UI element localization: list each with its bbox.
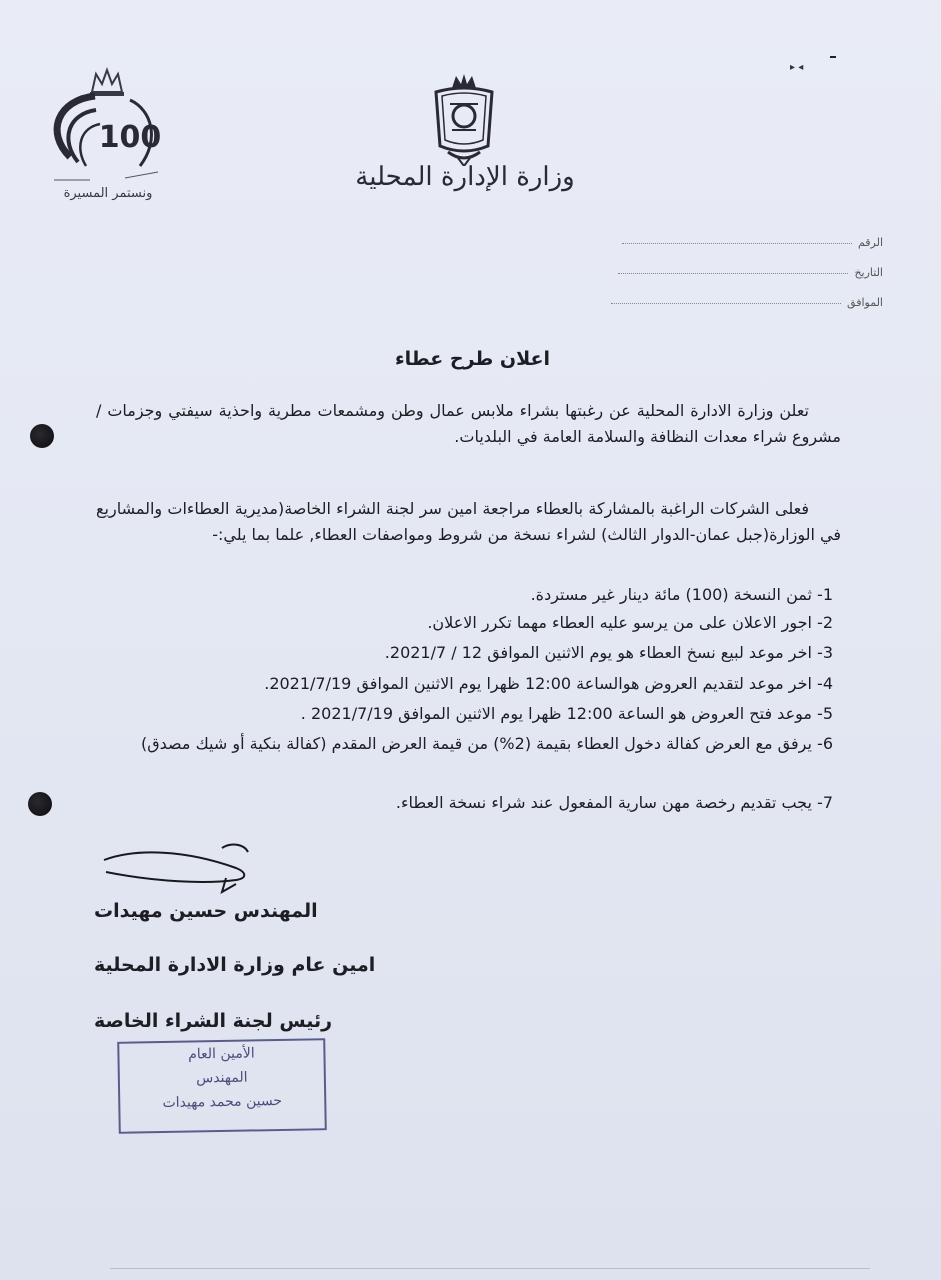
pen-mark: ▸ ◂ bbox=[790, 62, 804, 73]
signer-name: المهندس حسين مهيدات bbox=[94, 900, 318, 922]
page-bottom-edge bbox=[110, 1268, 870, 1269]
meta-corresponding-label: الموافق bbox=[847, 296, 883, 309]
stamp-line-title: الأمين العام bbox=[188, 1045, 255, 1063]
pen-mark-2 bbox=[830, 56, 836, 58]
centennial-slogan: ونستمر المسيرة bbox=[63, 186, 153, 201]
coat-of-arms-icon bbox=[428, 74, 500, 166]
meta-date-line bbox=[618, 273, 848, 274]
punch-hole-top bbox=[30, 424, 54, 448]
meta-date-label: التاريخ bbox=[854, 266, 883, 279]
meta-date bbox=[583, 266, 883, 279]
condition-item: 2- اجور الاعلان على من يرسو عليه العطاء مهما تكرر الاعلان. bbox=[427, 613, 833, 632]
condition-item: 3- اخر موعد لبيع نسخ العطاء هو يوم الاثنين الموافق 12 / 2021/7. bbox=[384, 643, 833, 662]
coat-of-arms bbox=[428, 74, 500, 166]
signer-title: امين عام وزارة الادارة المحلية bbox=[94, 954, 376, 976]
signer-role: رئيس لجنة الشراء الخاصة bbox=[94, 1010, 333, 1032]
centennial-logo bbox=[40, 62, 170, 187]
stamp-line-name: حسين محمد مهيدات bbox=[162, 1092, 283, 1112]
condition-item: 1- ثمن النسخة (100) مائة دينار غير مستردة. bbox=[530, 585, 833, 604]
meta-corresponding-line bbox=[611, 303, 841, 304]
announcement-title: اعلان طرح عطاء bbox=[394, 348, 551, 370]
condition-item: 7- يجب تقديم رخصة مهن سارية المفعول عند شراء نسخة العطاء. bbox=[395, 793, 833, 812]
intro-paragraph: تعلن وزارة الادارة المحلية عن رغبتها بشراء ملابس عمال وطن ومشمعات مطرية واحذية سيفتي وجزمات / مشروع شراء معدات النظافة والسلامة العامة في البلديات. bbox=[96, 401, 841, 446]
signature-scribble bbox=[96, 838, 266, 898]
official-stamp bbox=[117, 1038, 327, 1134]
condition-item: 4- اخر موعد لتقديم العروض هوالساعة 12:00 ظهرا يوم الاثنين الموافق 2021/7/19. bbox=[264, 674, 833, 693]
signature-icon bbox=[96, 838, 266, 898]
body-paragraph: فعلى الشركات الراغبة بالمشاركة بالعطاء مراجعة امين سر لجنة الشراء الخاصة(مديرية العطاءات والمشاريع في الوزارة(جبل عمان-الدوار الثالث) لشراء نسخة من شروط ومواصفات العطاء, علما بما يلي:- bbox=[96, 499, 841, 544]
condition-item: 6- يرفق مع العرض كفالة دخول العطاء بقيمة (2%) من قيمة العرض المقدم (كفالة بنكية أو شيك مصدق) bbox=[140, 734, 833, 753]
meta-corresponding bbox=[583, 296, 883, 309]
meta-number bbox=[583, 236, 883, 249]
meta-number-label: الرقم bbox=[857, 236, 883, 249]
ministry-name: وزارة الإدارة المحلية bbox=[355, 162, 575, 192]
svg-text:100: 100 bbox=[98, 120, 162, 155]
condition-item: 5- موعد فتح العروض هو الساعة 12:00 ظهرا يوم الاثنين الموافق 2021/7/19 . bbox=[300, 704, 833, 723]
punch-hole-bottom bbox=[28, 792, 52, 816]
centennial-emblem-icon bbox=[40, 62, 170, 187]
meta-number-line bbox=[622, 243, 852, 244]
stamp-line-engineer: المهندس bbox=[196, 1069, 248, 1087]
